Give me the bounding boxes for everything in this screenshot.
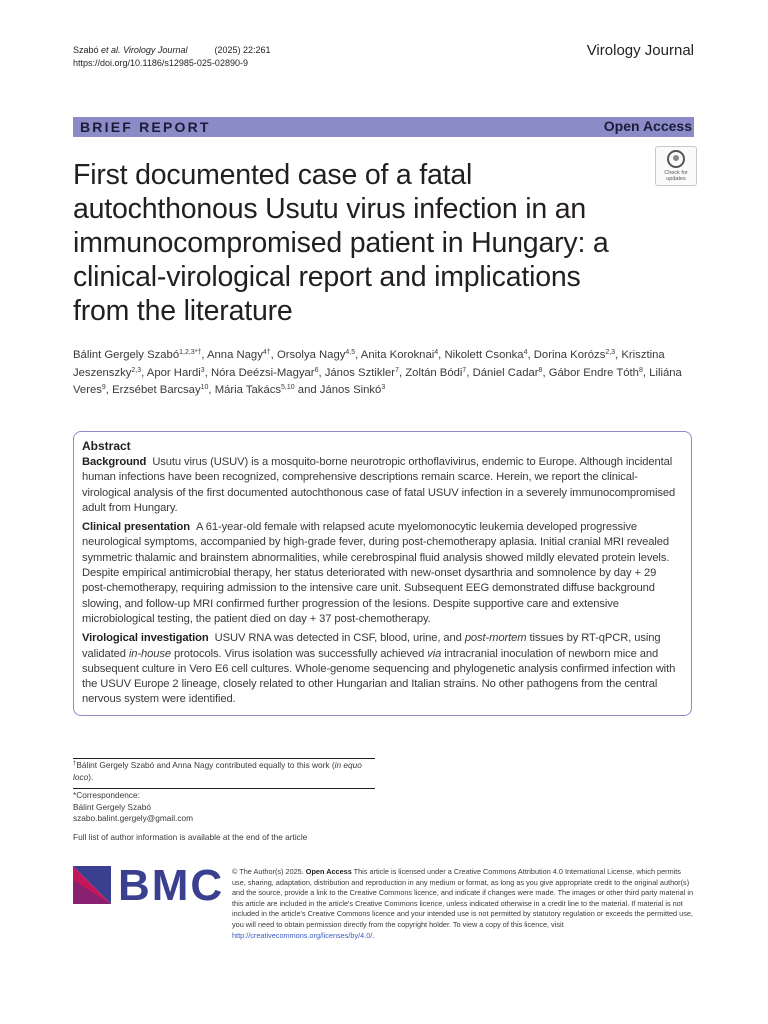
open-access-label: Open Access [603,118,692,134]
vir-italic-3: via [427,647,442,660]
author-affiliation-sup: 1,2,3*† [179,349,202,356]
license-statement [232,867,694,941]
license-open-access: Open Access [305,867,352,876]
author-name [277,349,355,361]
equal-italic: in equo loco [73,760,362,782]
vir-italic-1: post-mortem [464,632,527,645]
author-name [473,367,543,379]
author-name [211,367,319,379]
author-affiliation-sup: 5,10 [281,384,295,391]
author-affiliation-sup: 4 [523,349,528,356]
author-affiliation-sup: 4† [262,349,271,356]
header-et-al: et al. [101,45,121,55]
abstract-virological [82,631,683,707]
author-name-text: Erzsébet Barcsay [112,384,201,396]
equal-text-1: Bálint Gergely Szabó and Anna Nagy contributed equally to this work ( [76,760,335,770]
author-name-text: Liliána Veres [73,366,682,396]
author-affiliation-sup: 6 [314,366,319,374]
author-affiliation-sup: 8 [538,366,543,374]
equal-text-2: ). [88,771,94,782]
check-updates-line2: updates [666,176,686,182]
author-affiliation-sup: 3 [381,384,386,391]
header-journal-italic: Virology Journal [123,45,188,55]
vir-italic-2: in-house [128,647,172,660]
abstract-heading: Abstract [82,439,131,453]
author-name-text: Krisztina Jeszenszky [73,349,665,379]
correspondence-label: *Correspondence: [73,790,140,800]
check-updates-icon [667,150,685,168]
article-title: First documented case of a fatal autochthonous Usutu virus infection in an immunocompromised patient in Hungary: a clinical-virological report and implications from the literature [73,159,609,327]
author-name-text: Nóra Deézsi-Magyar [210,366,315,379]
correspondence-divider [73,788,375,789]
author-affiliation-sup: 8 [638,366,643,374]
vir-text-4: intracranial inoculation of newborn mice and subsequent culture in Vero E6 cell cultures. Whole-genome sequencing and phylogenetic analysis confirmed infection with the USUV Europe 2 lineage, closely related to other Hungarian and Italian strains. No other pathogens from the central nervous system were identified. [82,647,676,706]
running-header [73,44,271,70]
author-name-text: Dániel Cadar [472,366,539,379]
correspondence-email-link[interactable]: szabo.balint.gergely@gmail.com [73,813,194,823]
license-suffix: . [372,930,375,940]
citation-line [73,44,271,57]
journal-name: Virology Journal [586,42,694,59]
abstract-clinical [82,520,683,627]
virological-label: Virological investigation [82,632,209,645]
author-info-note: Full list of author information is available at the end of the article [73,832,308,842]
license-body: This article is licensed under a Creative Commons Attribution 4.0 International License, which permits use, sharing, adaptation, distribution and reproduction in any medium or format, as long as you give appropriate credit to the original author(s) and the source, provide a link to the Creative Commons licence, and indicate if changes were made. The images or other third party material in this article are included in the article's Creative Commons licence, unless indicated otherwise in a credit line to the material. If material is not included in the article's Creative Commons licence and your intended use is not permitted by statutory regulation or exceeds the permitted use, you will need to obtain permission directly from the copyright holder. To view a copy of this licence, visit [232,867,694,929]
author-name [73,349,201,361]
author-affiliation-sup: 2,3 [605,349,616,356]
author-name-text: Zoltán Bódi [405,366,463,379]
author-name-text: Anna Nagy [206,349,263,361]
author-name-text: Orsolya Nagy [276,349,346,361]
clinical-text: A 61-year-old female with relapsed acute myelomonocytic leukemia developed progressive neurological symptoms, accompanied by high-grade fever, during post-chemotherapy aplasia. Initial cranial MRI revealed symmetric thalamic and brainstem abnormalities, while cerebrospinal fluid analysis showed mildly elevated protein levels. Despite empirical antimicrobial therapy, her status deteriorated with new-onset dysarthria and somnolence by day + 29 post-chemotherapy, requiring admission to the intensive care unit. Subsequent EEG demonstrated diffuse background slowing, and follow-up MRI confirmed further progression of the lesions. Despite supportive care and extensive microbiological testing, the patient died on day + 37 post-chemotherapy. [82,521,670,625]
author-name [207,349,271,361]
license-prefix: © The Author(s) 2025. [232,867,306,876]
author-name-text: Dorina Korózs [533,349,606,361]
author-name-text: János Sinkó [319,384,382,396]
bmc-logo-icon [73,866,111,904]
author-name [405,367,466,379]
author-name-text: Mária Takács [214,384,282,396]
clinical-label: Clinical presentation [82,521,190,534]
article-type-label: BRIEF REPORT [80,119,211,135]
author-affiliation-sup: 4 [434,349,439,356]
author-name [147,367,205,379]
dagger-mark: † [73,761,77,767]
author-name-text: Gábor Endre Tóth [548,366,639,379]
author-name [534,349,615,361]
check-updates-line1: Check for [664,170,688,176]
equal-contribution-note [73,760,373,783]
author-name-text: János Sztikler [324,366,396,379]
author-name [112,384,208,396]
author-affiliation-sup: 10 [200,384,209,391]
abstract-box [73,431,692,716]
author-name [215,384,295,396]
author-name-text: Apor Hardi [146,366,201,379]
vir-text-2: tissues by RT-qPCR, using validated [82,632,661,660]
author-affiliation-sup: 4,5 [345,349,356,356]
abstract-background [82,455,683,516]
author-affiliation-sup: 9 [101,384,106,391]
vir-text-3: protocols. Virus isolation was successfully achieved [171,647,428,660]
author-name [325,367,399,379]
license-link[interactable]: http://creativecommons.org/licenses/by/4.0/ [232,930,373,940]
background-label: Background [82,456,147,468]
author-name [320,384,385,396]
author-affiliation-sup: 7 [462,366,467,374]
correspondence-block [73,790,373,825]
background-text: Usutu virus (USUV) is a mosquito-borne neurotropic orthoflavivirus, endemic to Europe. Although incidental human infections have been recognized, comprehensive descriptions remain scarce. Herein, we report the clinical-virological analysis of the first documented autochthonous case of fatal USUV infection in a severely immunocompromised adult from Hungary. [82,456,676,514]
author-name-text: Nikolett Csonka [444,349,524,361]
author-affiliation-sup: 3 [200,366,205,374]
author-name-text: Bálint Gergely Szabó [73,349,180,361]
author-name-text: Anita Koroknai [360,349,435,361]
header-author: Szabó [73,45,99,55]
author-list: Bálint Gergely Szabó$^{1,2,3*\dagger}$, Anna Nagy$^{4\dagger}$, Orsolya Nagy$^{4,5}$, Anita Koroknai$^4$, Nikolett Csonka$^4$, Dorina Korózs$^{2,3}$, Krisztina Jeszenszky$^{2,3}$, Apor Hardi$^3$, Nóra Deézsi-Magyar$^6$, János Sztikler$^7$, Zoltán Bódi$^7$, Dániel Cadar$^8$, Gábor Endre Tóth$^8$, Liliána Veres$^9$, Erzsébet Barcsay$^{10}$, Mária Takács$^{5,10}$ and János Sinkó$^3$ [73,349,682,396]
author-name [549,367,643,379]
footnote-divider [73,758,375,759]
bmc-logo-text: BMC [118,861,225,910]
check-updates-text [656,170,696,182]
author-name [444,349,527,361]
doi-link[interactable]: https://doi.org/10.1186/s12985-025-02890-9 [73,58,248,68]
header-year-volume: (2025) 22:261 [214,45,271,55]
check-for-updates-button[interactable] [655,146,697,186]
vir-text-1: USUV RNA was detected in CSF, blood, urine, and [214,632,465,645]
correspondence-name: Bálint Gergely Szabó [73,801,151,812]
author-affiliation-sup: 7 [395,366,399,374]
author-name [361,349,438,361]
author-affiliation-sup: 2,3 [131,366,142,374]
